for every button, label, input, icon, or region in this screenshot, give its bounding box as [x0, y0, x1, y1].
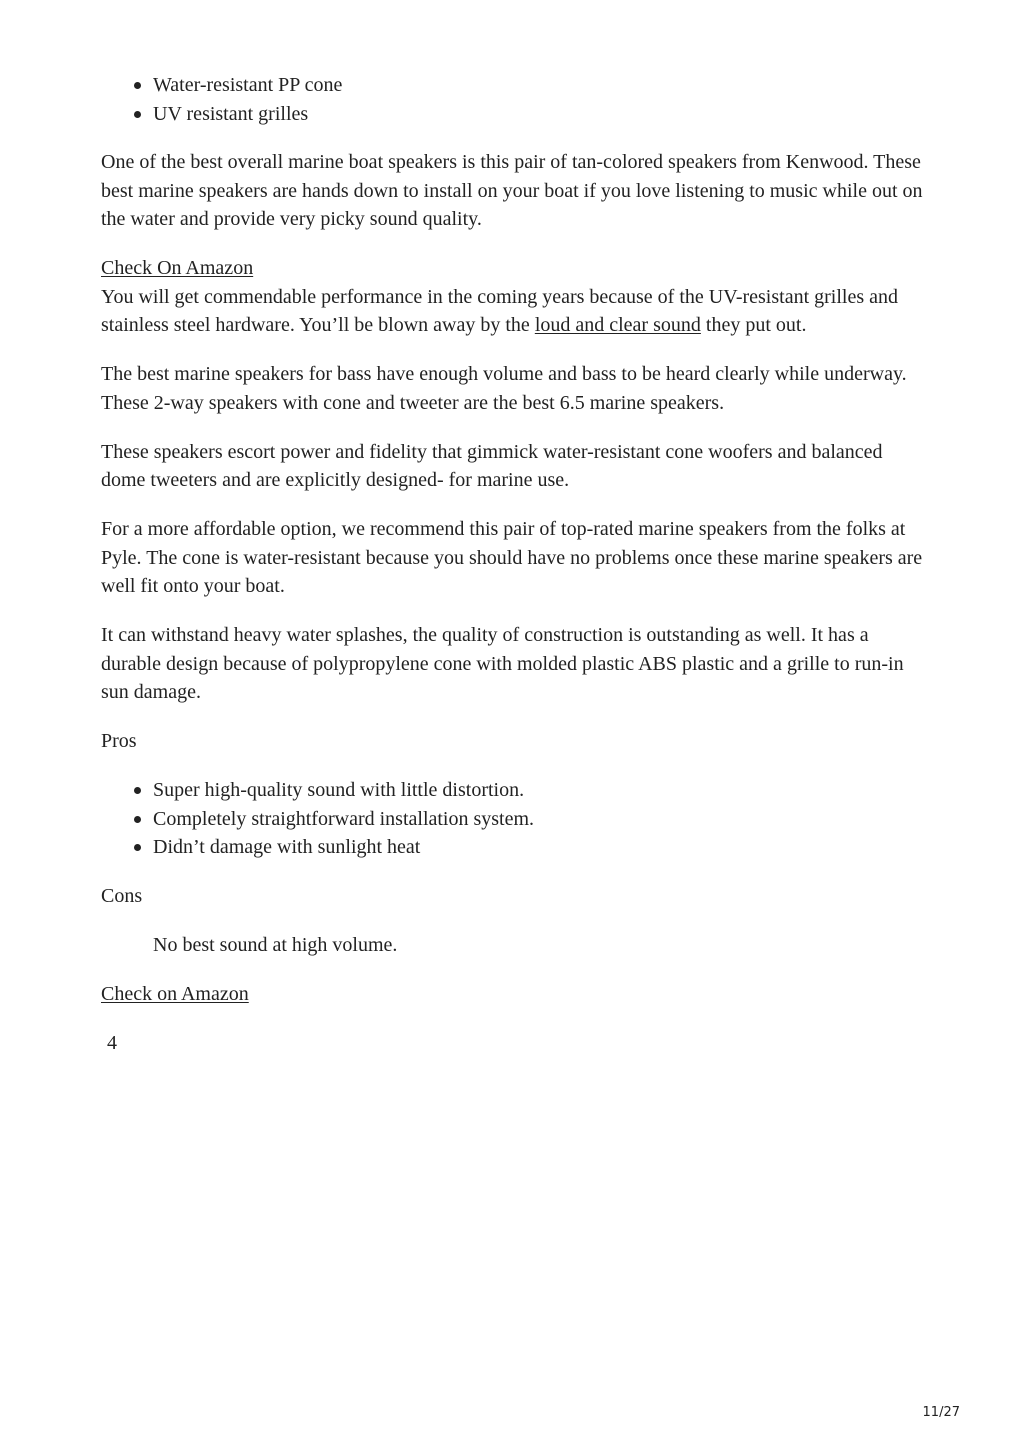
check-amazon-link-2[interactable]: Check on Amazon	[101, 982, 249, 1005]
check-amazon-block	[101, 254, 931, 283]
paragraph-performance-text-before: You will get commendable performance in the coming years because of the UV-resistant grilles and stainless steel hardware. You’ll be blown away by the	[101, 285, 899, 336]
cons-text: No best sound at high volume.	[153, 933, 398, 956]
pros-list	[101, 776, 931, 862]
paragraph-performance	[101, 283, 931, 340]
list-item: Completely straightforward installation system.	[153, 805, 931, 834]
paragraph-fidelity: These speakers escort power and fidelity that gimmick water-resistant cone woofers and balanced dome tweeters and are explicitly designed- for marine use.	[101, 440, 883, 491]
article-content	[101, 71, 931, 1057]
paragraph-intro: One of the best overall marine boat speakers is this pair of tan-colored speakers from Kenwood. These best marine speakers are hands down to install on your boat if you love listening to music while out on the water and provide very picky sound quality.	[101, 151, 923, 230]
pros-heading: Pros	[101, 730, 137, 752]
paragraph-bass: The best marine speakers for bass have enough volume and bass to be heard clearly while underway. These 2-way speakers with cone and tweeter are the best 6.5 marine speakers.	[101, 363, 907, 414]
paragraph-performance-text-after: they put out.	[700, 314, 807, 336]
page-number: 11/27	[922, 1405, 960, 1420]
paragraph-affordable: For a more affordable option, we recommend this pair of top-rated marine speakers from the folks at Pyle. The cone is water-resistant because you should have no problems once these marine speakers are well fit onto your boat.	[101, 518, 923, 597]
cons-heading: Cons	[101, 884, 143, 907]
list-item: Super high-quality sound with little distortion.	[153, 776, 931, 805]
paragraph-durability: It can withstand heavy water splashes, the quality of construction is outstanding as well. It has a durable design because of polypropylene cone with molded plastic ABS plastic and a grille to run-in sun damage.	[101, 624, 904, 703]
list-item: Didn’t damage with sunlight heat	[153, 833, 931, 862]
list-item: Water-resistant PP cone	[153, 71, 931, 100]
loud-and-clear-sound-link[interactable]: loud and clear sound	[534, 314, 701, 336]
section-number: 4	[107, 1031, 117, 1054]
check-amazon-block-2	[101, 980, 931, 1009]
list-item: UV resistant grilles	[153, 100, 931, 129]
features-list	[101, 71, 931, 128]
check-amazon-link[interactable]: Check On Amazon	[101, 257, 254, 279]
